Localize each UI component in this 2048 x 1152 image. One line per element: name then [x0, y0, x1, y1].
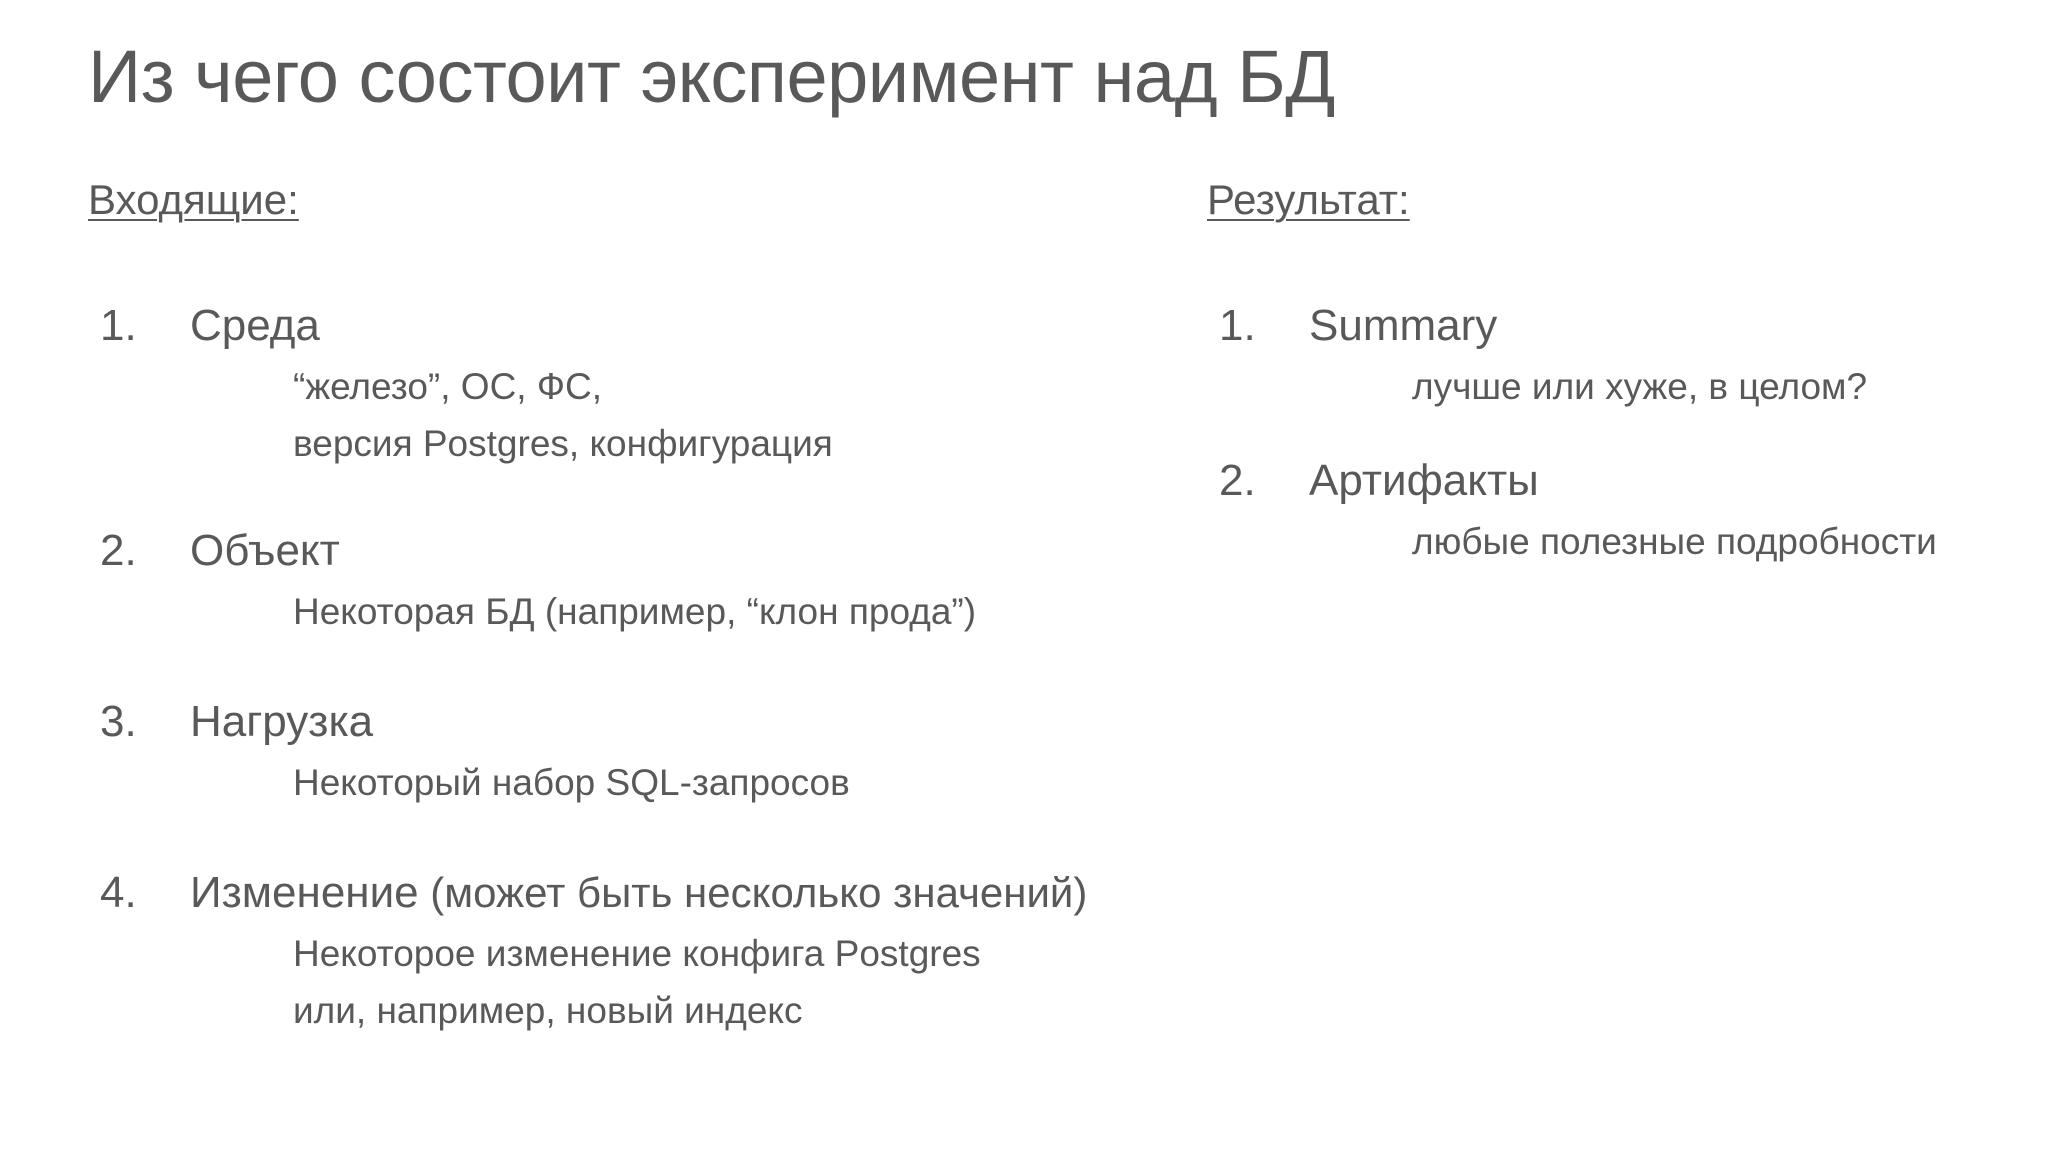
item-details [293, 754, 1178, 811]
item-details [1412, 358, 2027, 415]
input-item-object [88, 521, 1178, 640]
detail-line: “железо”, ОС, ФС, [293, 366, 602, 407]
detail-line: лучше или хуже, в целом? [1412, 366, 1868, 407]
item-number: 3. [100, 697, 137, 746]
result-item-artifacts [1207, 451, 2027, 570]
item-title: Артифакты [1309, 456, 1539, 505]
inputs-column [88, 176, 1178, 1031]
item-details [1412, 513, 2027, 570]
item-title: Summary [1309, 301, 1498, 350]
item-number: 4. [100, 868, 137, 917]
item-number: 1. [1219, 301, 1256, 350]
item-title: Объект [190, 526, 340, 575]
item-title: Нагрузка [190, 697, 374, 746]
slide-title: Из чего состоит эксперимент над БД [88, 35, 1335, 118]
item-number: 2. [100, 526, 137, 575]
inputs-heading: Входящие: [88, 176, 299, 223]
item-details [293, 583, 1178, 640]
result-item-summary [1207, 296, 2027, 415]
item-number: 2. [1219, 456, 1256, 505]
detail-line: Некоторое изменение конфига Postgres [293, 933, 981, 974]
item-title: Изменение (может быть несколько значений) [190, 868, 1088, 917]
item-details [293, 358, 1178, 472]
item-details [293, 925, 1178, 1039]
input-item-change [88, 863, 1178, 1039]
results-heading: Результат: [1207, 176, 1410, 223]
item-title: Среда [190, 301, 320, 350]
input-item-load [88, 692, 1178, 811]
detail-line: Некоторая БД (например, “клон прода”) [293, 591, 977, 632]
item-number: 1. [100, 301, 137, 350]
detail-line: любые полезные подробности [1412, 521, 1937, 562]
results-column [1207, 176, 2027, 562]
detail-line: или, например, новый индекс [293, 990, 803, 1031]
item-title-note: (может быть несколько значений) [418, 869, 1088, 916]
detail-line: версия Postgres, конфигурация [293, 423, 833, 464]
input-item-environment [88, 296, 1178, 472]
detail-line: Некоторый набор SQL-запросов [293, 762, 850, 803]
